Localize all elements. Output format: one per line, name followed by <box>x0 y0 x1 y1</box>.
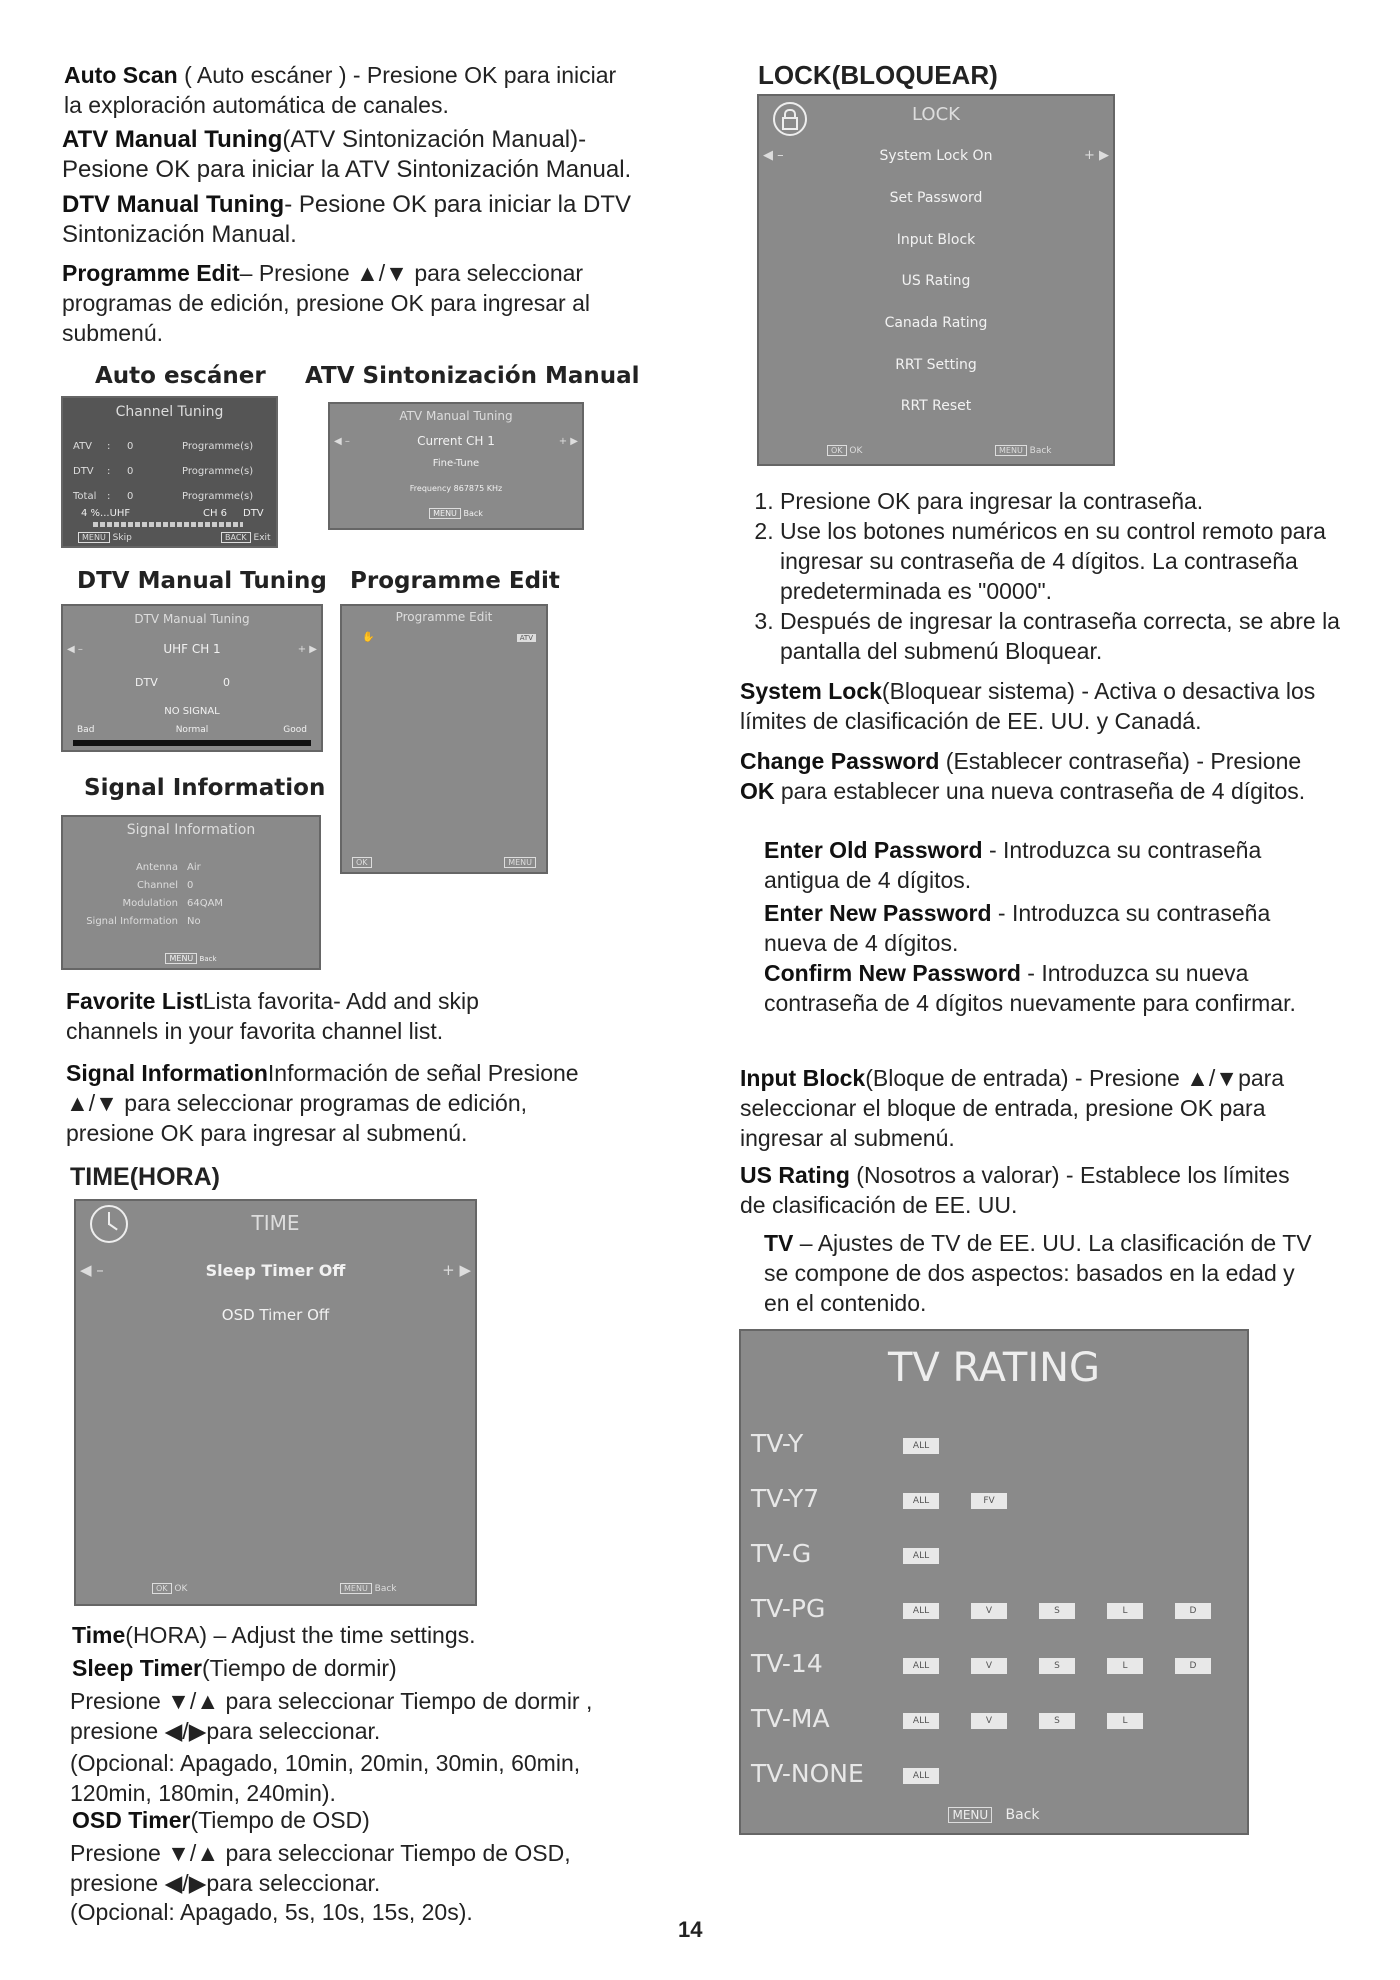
scan-progress-bar <box>93 522 243 527</box>
change-password-text: Change Password (Establecer contraseña) - Presione OK para establecer una nueva contraseña de 4 dígitos. <box>740 748 1306 804</box>
osd-timer-options: (Opcional: Apagado, 5s, 10s, 15s, 20s). <box>70 1899 473 1925</box>
signal-label: Channel <box>136 880 178 891</box>
screen-title: TIME <box>251 1211 300 1235</box>
sleep-timer-item[interactable]: Sleep Timer Off <box>205 1261 346 1280</box>
ok-hint: OK OK <box>152 1583 187 1594</box>
signal-labels <box>63 859 178 931</box>
uhf-channel: UHF CH 1 <box>163 642 221 656</box>
sleep-timer-body: Presione ▼/▲ para seleccionar Tiempo de dormir , presione ◀/▶para seleccionar. <box>70 1688 593 1744</box>
scan-status: 4 %...UHF <box>81 508 131 519</box>
screen-title: TV RATING <box>887 1345 1101 1391</box>
signal-value: 0 <box>187 880 194 891</box>
left-arrow-icon: ◀ – <box>334 436 350 447</box>
rating-label: TV-Y <box>751 1429 804 1458</box>
channel-tuning-screen <box>61 396 278 548</box>
time-screen <box>74 1199 477 1606</box>
caption-auto-scan: Auto escáner <box>95 363 266 389</box>
us-rating-text: US Rating (Nosotros a valorar) - Establece los límites de clasificación de EE. UU. <box>740 1162 1290 1218</box>
rating-toggle[interactable]: V <box>971 1658 1007 1674</box>
normal-label: Normal <box>175 725 209 735</box>
dtv-value: 0 <box>223 676 230 689</box>
right-arrow-icon: + ▶ <box>442 1261 471 1279</box>
screen-title: Channel Tuning <box>115 404 224 420</box>
signal-label: Antenna <box>135 862 178 873</box>
ok-hint: OK <box>352 857 372 868</box>
scan-channel: CH 6 <box>203 508 228 519</box>
rating-toggle[interactable]: L <box>1107 1603 1143 1619</box>
screen-title: DTV Manual Tuning <box>134 612 250 626</box>
signal-label: Modulation <box>122 898 178 909</box>
dtv-tuning-screen <box>61 604 323 752</box>
step-item: 3. Después de ingresar la contraseña correcta, se abre la pantalla del submenú Bloquear. <box>780 606 1360 666</box>
signal-label: Signal Information <box>86 916 178 927</box>
left-arrow-icon: ◀ – <box>763 148 784 163</box>
auto-scan-text: Auto Scan ( Auto escáner ) - Presione OK para iniciar la exploración automática de canales. <box>64 62 617 118</box>
back-hint: MENU Back <box>741 1807 1247 1823</box>
scan-mode: DTV <box>243 508 264 519</box>
rating-toggle[interactable]: L <box>1107 1713 1143 1729</box>
rating-toggle[interactable]: ALL <box>903 1438 939 1454</box>
current-channel: Current CH 1 <box>417 434 495 448</box>
selection-cursor-icon: ✋ <box>362 632 375 643</box>
rating-toggle[interactable]: S <box>1039 1713 1075 1729</box>
favorite-list-text: Favorite ListLista favorita- Add and skip channels in your favorita channel list. <box>66 988 479 1044</box>
sleep-timer-options: (Opcional: Apagado, 10min, 20min, 30min, 60min, 120min, 180min, 240min). <box>70 1750 581 1806</box>
good-label: Good <box>283 725 307 735</box>
bad-label: Bad <box>77 725 95 735</box>
fine-tune: Fine-Tune <box>432 458 480 469</box>
atv-tag: ATV <box>517 634 536 642</box>
rating-toggle[interactable]: ALL <box>903 1603 939 1619</box>
caption-prog-edit: Programme Edit <box>350 568 560 594</box>
lock-menu-item[interactable]: Set Password <box>889 190 983 206</box>
caption-signal: Signal Information <box>84 775 326 801</box>
skip-hint: MENU Skip <box>78 532 132 543</box>
rating-toggle[interactable]: ALL <box>903 1768 939 1784</box>
back-hint: MENU Back <box>330 508 582 519</box>
screen-title: Programme Edit <box>395 610 493 624</box>
right-arrow-icon: + ▶ <box>558 436 578 447</box>
system-lock-text: System Lock(Bloquear sistema) - Activa o desactiva los límites de clasificación de EE. UU. y Canadá. <box>740 678 1316 734</box>
rating-toggle[interactable]: V <box>971 1603 1007 1619</box>
right-arrow-icon: + ▶ <box>1083 148 1109 163</box>
rating-label: TV-Y7 <box>751 1484 820 1513</box>
signal-bar <box>73 740 311 746</box>
tuning-row: DTV : 0 Programme(s) <box>73 466 254 477</box>
atv-tuning-text: ATV Manual Tuning(ATV Sintonización Manual)- Pesione OK para iniciar la ATV Sintonización Manual. <box>62 126 632 183</box>
lock-heading: LOCK(BLOQUEAR) <box>758 60 998 90</box>
frequency: Frequency 867875 KHz <box>409 484 503 493</box>
ok-hint: OK OK <box>827 445 862 456</box>
signal-values <box>187 859 223 931</box>
tuning-row: Total : 0 Programme(s) <box>73 491 254 502</box>
password-steps <box>740 486 1360 666</box>
atv-tuning-screen <box>328 402 584 530</box>
step-item: 1. Presione OK para ingresar la contraseña. <box>780 486 1360 516</box>
osd-timer-heading: OSD Timer(Tiempo de OSD) <box>72 1807 370 1833</box>
left-arrow-icon: ◀ – <box>67 644 83 655</box>
signal-value: Air <box>187 862 201 873</box>
back-hint: MENU Back <box>995 445 1052 456</box>
signal-info-screen <box>61 815 321 970</box>
left-arrow-icon: ◀ – <box>80 1261 104 1279</box>
rating-toggle[interactable]: L <box>1107 1658 1143 1674</box>
new-password-text: Enter New Password - Introduzca su contraseña nueva de 4 dígitos. <box>764 900 1271 956</box>
signal-info-text: Signal InformationInformación de señal Presione ▲/▼ para seleccionar programas de edición, presione OK para ingresar al submenú. <box>66 1060 579 1146</box>
input-block-text: Input Block(Bloque de entrada) - Presione ▲/▼para seleccionar el bloque de entrada, presione OK para ingresar al submenú. <box>740 1065 1285 1151</box>
programme-edit-text: Programme Edit– Presione ▲/▼ para seleccionar programas de edición, presione OK para ingresar al submenú. <box>62 260 591 346</box>
caption-atv: ATV Sintonización Manual <box>305 363 640 389</box>
signal-value: No <box>187 916 201 927</box>
back-hint: MENU Back <box>340 1583 397 1594</box>
screen-title: ATV Manual Tuning <box>399 409 513 423</box>
rating-toggle[interactable]: FV <box>971 1493 1007 1509</box>
programme-edit-screen <box>340 604 548 874</box>
rating-toggle[interactable]: S <box>1039 1603 1075 1619</box>
rating-toggle[interactable]: ALL <box>903 1493 939 1509</box>
lock-screen <box>757 94 1115 466</box>
menu-hint: MENU <box>504 857 536 868</box>
old-password-text: Enter Old Password - Introduzca su contraseña antigua de 4 dígitos. <box>764 837 1262 893</box>
lock-menu-item[interactable]: RRT Reset <box>900 398 972 414</box>
rating-label: TV-MA <box>751 1704 830 1733</box>
tuning-row: ATV : 0 Programme(s) <box>73 441 254 452</box>
tuning-rows <box>73 434 268 509</box>
lock-menu-item[interactable]: Input Block <box>896 232 976 248</box>
time-desc: Time(HORA) – Adjust the time settings. <box>72 1622 476 1648</box>
right-arrow-icon: + ▶ <box>297 644 317 655</box>
dtv-tuning-text: DTV Manual Tuning- Pesione OK para iniciar la DTV Sintonización Manual. <box>62 191 632 248</box>
page-number: 14 <box>678 1917 703 1942</box>
rating-toggle[interactable]: ALL <box>903 1713 939 1729</box>
rating-label: TV-PG <box>751 1594 826 1623</box>
caption-dtv: DTV Manual Tuning <box>77 568 327 594</box>
lock-menu-item[interactable]: Canada Rating <box>884 315 988 331</box>
exit-hint: BACK Exit <box>221 532 271 543</box>
lock-menu-item[interactable]: US Rating <box>901 273 971 289</box>
tv-rating-text: TV – Ajustes de TV de EE. UU. La clasificación de TV se compone de dos aspectos: basados en la edad y en el contenido. <box>764 1230 1312 1316</box>
rating-label: TV-G <box>751 1539 812 1568</box>
rating-label: TV-14 <box>751 1649 823 1678</box>
tv-rating-screen <box>739 1329 1249 1835</box>
osd-timer-body: Presione ▼/▲ para seleccionar Tiempo de OSD, presione ◀/▶para seleccionar. <box>70 1840 571 1896</box>
rating-toggle[interactable]: ALL <box>903 1548 939 1564</box>
sleep-timer-heading: Sleep Timer(Tiempo de dormir) <box>72 1655 397 1681</box>
step-item: 2. Use los botones numéricos en su control remoto para ingresar su contraseña de 4 dígitos. La contraseña predeterminada es "0000". <box>780 516 1360 606</box>
signal-value: 64QAM <box>187 898 224 909</box>
screen-title: Signal Information <box>126 822 256 838</box>
rating-toggle[interactable]: S <box>1039 1658 1075 1674</box>
rating-label: TV-NONE <box>751 1759 864 1788</box>
rating-toggle[interactable]: D <box>1175 1603 1211 1619</box>
osd-timer-item[interactable]: OSD Timer Off <box>221 1306 330 1324</box>
dtv-label: DTV <box>135 676 158 689</box>
rating-toggle[interactable]: ALL <box>903 1658 939 1674</box>
back-hint: MENU Back <box>63 953 319 964</box>
confirm-password-text: Confirm New Password - Introduzca su nueva contraseña de 4 dígitos nuevamente para confirmar. <box>764 960 1296 1016</box>
lock-menu-item[interactable]: System Lock On <box>879 148 993 164</box>
time-heading: TIME(HORA) <box>70 1163 220 1191</box>
rating-toggle[interactable]: D <box>1175 1658 1211 1674</box>
lock-menu-item[interactable]: RRT Setting <box>895 357 977 373</box>
no-signal: NO SIGNAL <box>164 706 220 717</box>
rating-toggle[interactable]: V <box>971 1713 1007 1729</box>
screen-title: LOCK <box>912 104 960 125</box>
